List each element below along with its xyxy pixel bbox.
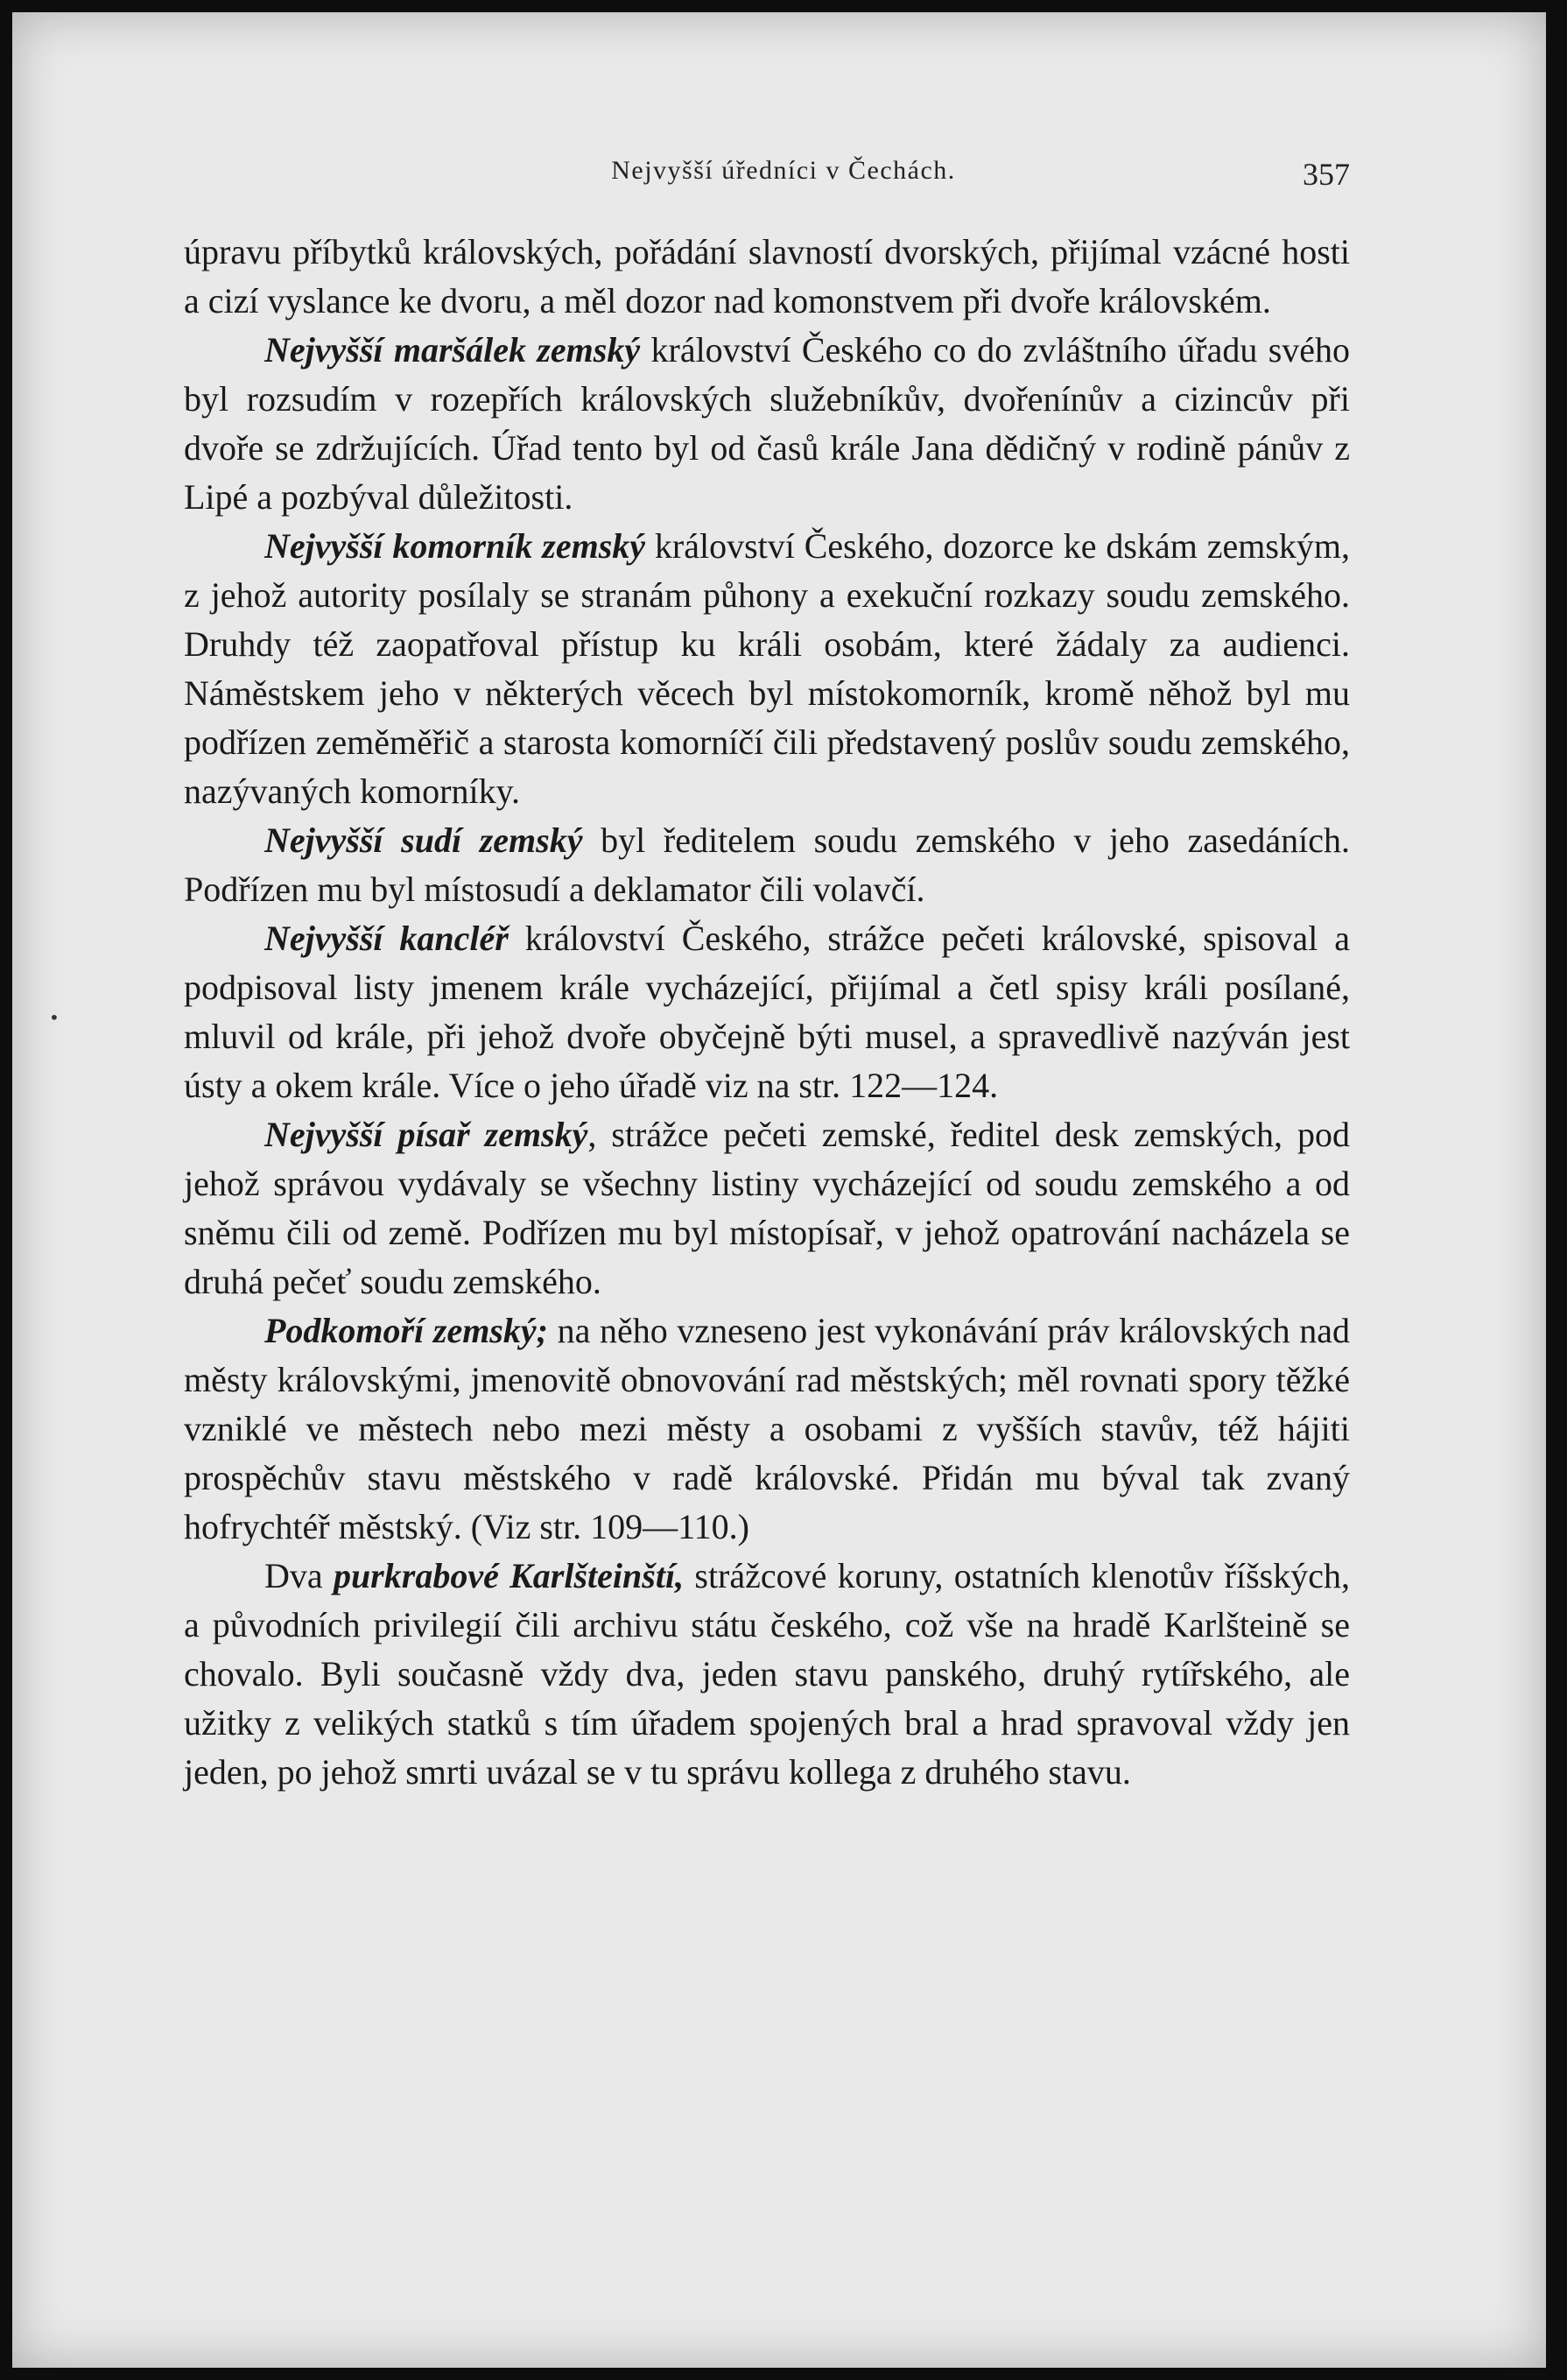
paragraph-text: království Českého co do zvláštního úřadu svého byl rozsudím v rozepřích královských služebníkův, dvořenínův a cizincův při dvoře se zdržujících. Úřad tento byl od časů krále Jana dědičný v rodině pánův z Lipé a pozbýval důležitosti. bbox=[184, 330, 1351, 517]
paragraph-lead: Dva bbox=[264, 1556, 334, 1595]
paragraph-text: byl ředitelem soudu zemského v jeho zasedáních. Podřízen mu byl místosudí a deklamator čili volavčí. bbox=[184, 820, 1350, 909]
body-text bbox=[184, 228, 1350, 1797]
paragraph-kancler bbox=[184, 914, 1350, 1110]
page-number: 357 bbox=[1303, 157, 1350, 192]
office-term: Nejvyšší písař zemský bbox=[264, 1115, 588, 1154]
office-term: Podkomoří zemský; bbox=[264, 1311, 548, 1350]
paragraph-text: úpravu příbytků královských, pořádání slavností dvorských, přijímal vzácné hosti a cizí vyslance ke dvoru, a měl dozor nad komonstvem při dvoře královském. bbox=[184, 232, 1350, 320]
office-term: purkrabové Karlšteinští, bbox=[333, 1556, 685, 1595]
paragraph-sudi bbox=[184, 816, 1350, 914]
paragraph-purkrabove bbox=[184, 1552, 1350, 1797]
paragraph-komornik bbox=[184, 522, 1350, 816]
paragraph-text: království Českého, dozorce ke dskám zemským, z jehož autority posílaly se stranám půhony a exekuční rozkazy soudu zemského. Druhdy též zaopatřoval přístup ku králi osobám, které žádaly za audienci. Náměstskem jeho v některých věcech byl místokomorník, kromě něhož byl mu podřízen zeměměřič a starosta komorníčí čili představený poslův soudu zemského, nazývaných komorníky. bbox=[184, 526, 1350, 811]
paragraph-text: království Českého, strážce pečeti královské, spisoval a podpisoval listy jmenem krále vycházející, přijímal a četl spisy králi posílané, mluvil od krále, při jehož dvoře obyčejně býti musel, a spravedlivě nazýván jest ústy a okem krále. Více o jeho úřadě viz na str. 122—124. bbox=[184, 919, 1350, 1105]
paragraph-continuation bbox=[184, 228, 1350, 326]
running-title: Nejvyšší úředníci v Čechách. bbox=[611, 156, 956, 185]
office-term: Nejvyšší kancléř bbox=[264, 919, 509, 958]
office-term: Nejvyšší komorník zemský bbox=[264, 526, 646, 566]
office-term: Nejvyšší sudí zemský bbox=[264, 820, 583, 860]
paragraph-marsalek bbox=[184, 326, 1350, 522]
paragraph-text: , strážce pečeti zemské, ředitel desk zemských, pod jehož správou vydávaly se všechny listiny vycházející od soudu zemského a od sněmu čili od země. Podřízen mu byl místopísař, v jehož opatrování nacházela se druhá pečeť soudu zemského. bbox=[184, 1115, 1350, 1301]
paragraph-podkomori bbox=[184, 1306, 1350, 1552]
paragraph-pisar bbox=[184, 1110, 1350, 1306]
office-term: Nejvyšší maršálek zemský bbox=[264, 330, 641, 370]
paragraph-text: na něho vzneseno jest vykonávání práv královských nad městy královskými, jmenovitě obnovování rad městských; měl rovnati spory těžké vzniklé ve městech nebo mezi městy a osobami z vyšších stavův, též hájiti prospěchův stavu městského v radě královské. Přidán mu býval tak zvaný hofrychtéř městský. (Viz str. 109—110.) bbox=[184, 1311, 1350, 1546]
margin-mark: • bbox=[49, 1007, 60, 1028]
paragraph-text: strážcové koruny, ostatních klenotův říšských, a původních privilegií čili archivu státu českého, což vše na hradě Karlšteině se chovalo. Byli současně vždy dva, jeden stavu panského, druhý rytířského, ale užitky z velikých statků s tím úřadem spojených bral a hrad spravoval vždy jen jeden, po jehož smrti uvázal se v tu správu kollega z druhého stavu. bbox=[184, 1556, 1351, 1792]
